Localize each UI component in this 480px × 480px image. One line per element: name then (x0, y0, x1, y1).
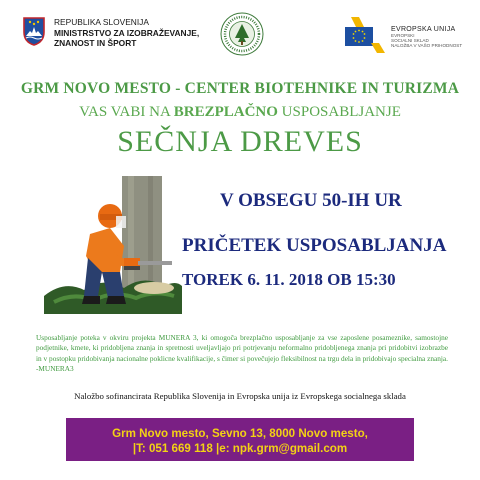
eu-line-1: EVROPSKA UNIJA (391, 26, 456, 33)
start-date: TOREK 6. 11. 2018 OB 15:30 (182, 270, 396, 289)
slovenia-crest-icon (22, 16, 46, 46)
contact-phone-email: |T: 051 669 118 |e: npk.grm@gmail.com (132, 442, 348, 455)
invitation-prefix: VAS VABI NA (79, 104, 174, 120)
eu-logo (345, 17, 465, 53)
contact-box (66, 418, 414, 461)
ministry-line-1: REPUBLIKA SLOVENIJA (54, 17, 149, 27)
eu-flag-icon (345, 17, 387, 53)
ministry-name (54, 17, 199, 49)
eu-line-2: EVROPSKI (391, 33, 415, 38)
eu-line-4: NALOŽBA V VAŠO PRIHODNOST (391, 43, 463, 49)
invitation-line (0, 104, 480, 121)
eu-line-3: SOCIALNI SKLAD (391, 38, 429, 44)
invitation-free: BREZPLAČNO (173, 104, 278, 120)
course-title: SEČNJA DREVES (117, 125, 363, 158)
ministry-line-2: MINISTRSTVO ZA IZOBRAŽEVANJE, (54, 27, 200, 38)
funding-note: Naložbo sofinancirata Republika Slovenija in Evropska unija iz Evropskega socialnega sklada (74, 391, 406, 401)
course-volume: V OBSEGU 50-IH UR (220, 190, 402, 211)
start-label: PRIČETEK USPOSABLJANJA (182, 235, 447, 256)
school-name: GRM NOVO MESTO - CENTER BIOTEHNIKE IN TURIZMA (20, 80, 460, 97)
chainsaw-worker-photo (44, 176, 182, 314)
invitation-suffix: USPOSABLJANJE (277, 104, 401, 120)
description-paragraph: Usposabljanje poteka v okviru projekta MUNERA 3, ki omogoča brezplačno usposabljanje za vse zaposlene posameznike, samostojne podjetnike, kmete, ki pridobljena znanja in spretnosti uveljavljajo pri potrjevanju neformalno pridobljenega znanja pri pridobitvi izobrazbe in v postopku pridobivanja nacionalne poklicne kvalifikacije, s čimer si povečujejo fleksibilnost na trgu dela in pridobivajo specialna znanja. -MUNERA3 (36, 333, 448, 374)
contact-address: Grm Novo mesto, Sevno 13, 8000 Novo mesto, (112, 427, 368, 440)
school-emblem-icon (220, 12, 264, 56)
ministry-logo (22, 14, 202, 54)
ministry-line-3: ZNANOST IN ŠPORT (54, 38, 137, 48)
eu-text (391, 26, 462, 49)
